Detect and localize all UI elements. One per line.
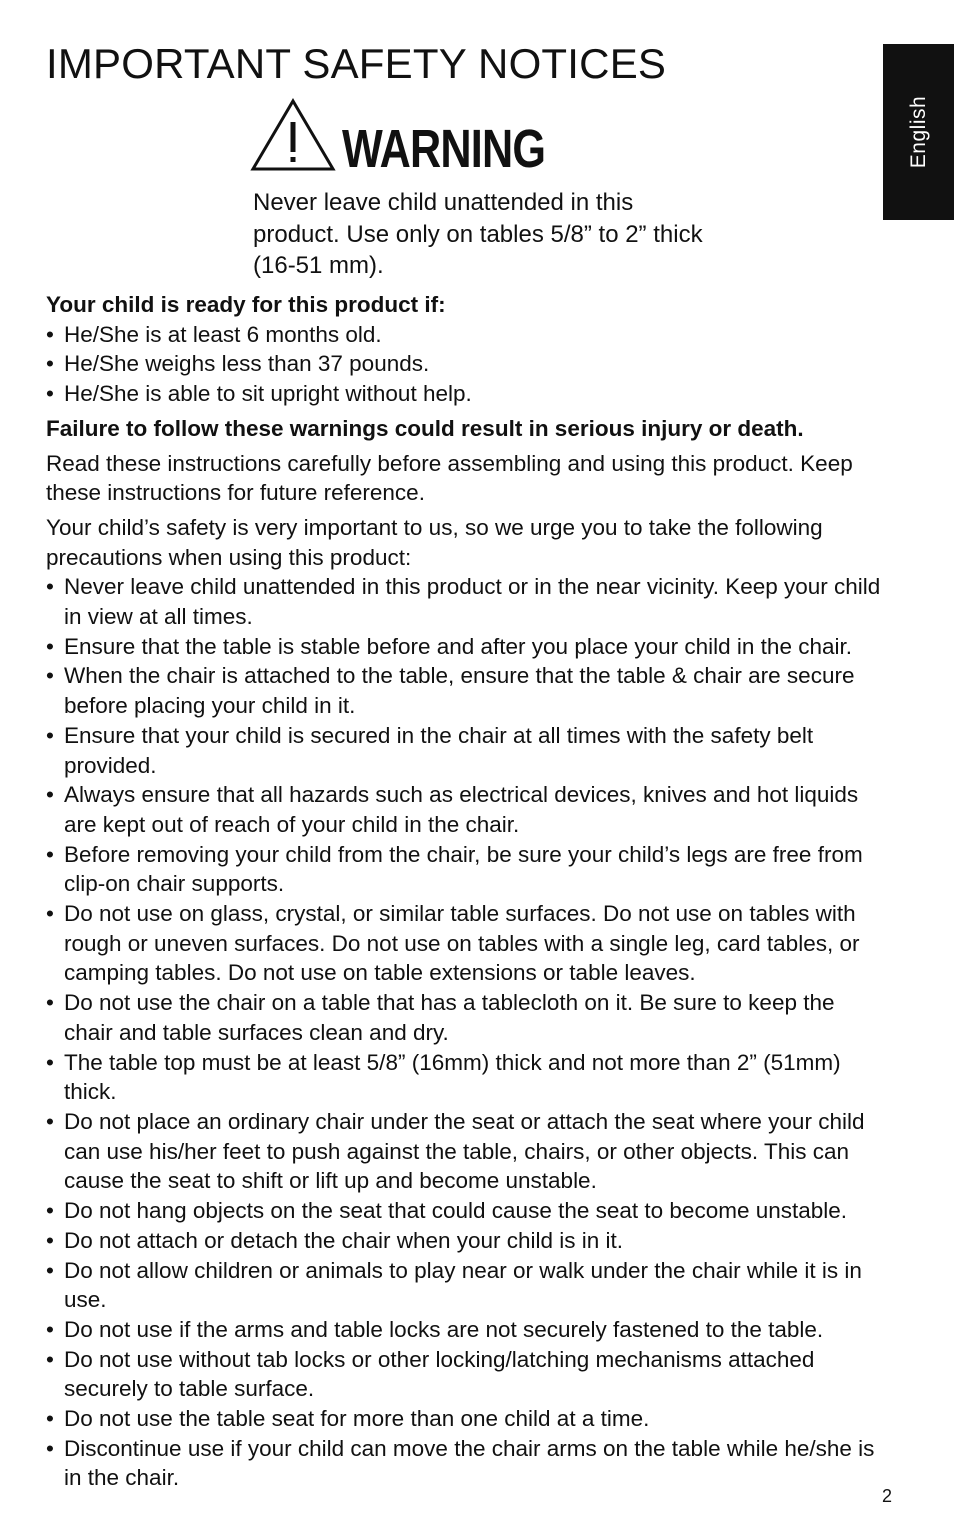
warning-triangle-icon [250, 98, 336, 172]
list-item: • Do not use on glass, crystal, or similar table surfaces. Do not use on tables with rough or uneven surfaces. Do not use on tables with a single leg, card tables, or camping tables. Do not use on table extensions or table leaves. [46, 899, 886, 988]
list-item: • The table top must be at least 5/8” (16mm) thick and not more than 2” (51mm) thick. [46, 1048, 886, 1107]
ready-list [46, 320, 886, 409]
list-item: • Do not use if the arms and table locks are not securely fastened to the table. [46, 1315, 886, 1345]
list-item: • Do not use the table seat for more than one child at a time. [46, 1404, 886, 1434]
list-item: • Do not use without tab locks or other locking/latching mechanisms attached securely to table surface. [46, 1345, 886, 1404]
list-item: • Before removing your child from the chair, be sure your child’s legs are free from clip-on chair supports. [46, 840, 886, 899]
list-item: • Do not attach or detach the chair when your child is in it. [46, 1226, 886, 1256]
list-item: • He/She weighs less than 37 pounds. [46, 349, 886, 379]
list-item: • Do not hang objects on the seat that could cause the seat to become unstable. [46, 1196, 886, 1226]
list-item: • Ensure that your child is secured in the chair at all times with the safety belt provided. [46, 721, 886, 780]
precautions-list [46, 572, 886, 1493]
list-item: • He/She is able to sit upright without help. [46, 379, 886, 409]
page-number: 2 [882, 1486, 893, 1506]
list-item: • Discontinue use if your child can move the chair arms on the table while he/she is in the chair. [46, 1434, 886, 1493]
list-item: • Do not use the chair on a table that has a tablecloth on it. Be sure to keep the chair and table surfaces clean and dry. [46, 988, 886, 1047]
warning-label: WARNING [342, 119, 546, 179]
safety-intro: Your child’s safety is very important to us, so we urge you to take the following precautions when using this product: [46, 514, 823, 570]
language-tab [883, 44, 954, 220]
list-item: • Do not place an ordinary chair under the seat or attach the seat where your child can use his/her feet to push against the table, chairs, or other objects. This can cause the seat to shift or lift up and become unstable. [46, 1107, 886, 1196]
list-item: • Always ensure that all hazards such as electrical devices, knives and hot liquids are kept out of reach of your child in the chair. [46, 780, 886, 839]
safety-content [46, 290, 886, 1493]
list-item: • Never leave child unattended in this product or in the near vicinity. Keep your child in view at all times. [46, 572, 886, 631]
ready-heading: Your child is ready for this product if: [46, 292, 446, 317]
list-item: • Ensure that the table is stable before and after you place your child in the chair. [46, 632, 886, 662]
failure-warning: Failure to follow these warnings could result in serious injury or death. [46, 415, 804, 441]
language-tab-label: English [906, 95, 930, 169]
list-item: • When the chair is attached to the table, ensure that the table & chair are secure before placing your child in it. [46, 661, 886, 720]
read-instructions: Read these instructions carefully before assembling and using this product. Keep these instructions for future reference. [46, 450, 853, 506]
warning-text: Never leave child unattended in this product. Use only on tables 5/8” to 2” thick (16-51 mm). [253, 189, 703, 279]
list-item: • He/She is at least 6 months old. [46, 320, 886, 350]
page-title: IMPORTANT SAFETY NOTICES [46, 40, 667, 87]
list-item: • Do not allow children or animals to play near or walk under the chair while it is in use. [46, 1256, 886, 1315]
